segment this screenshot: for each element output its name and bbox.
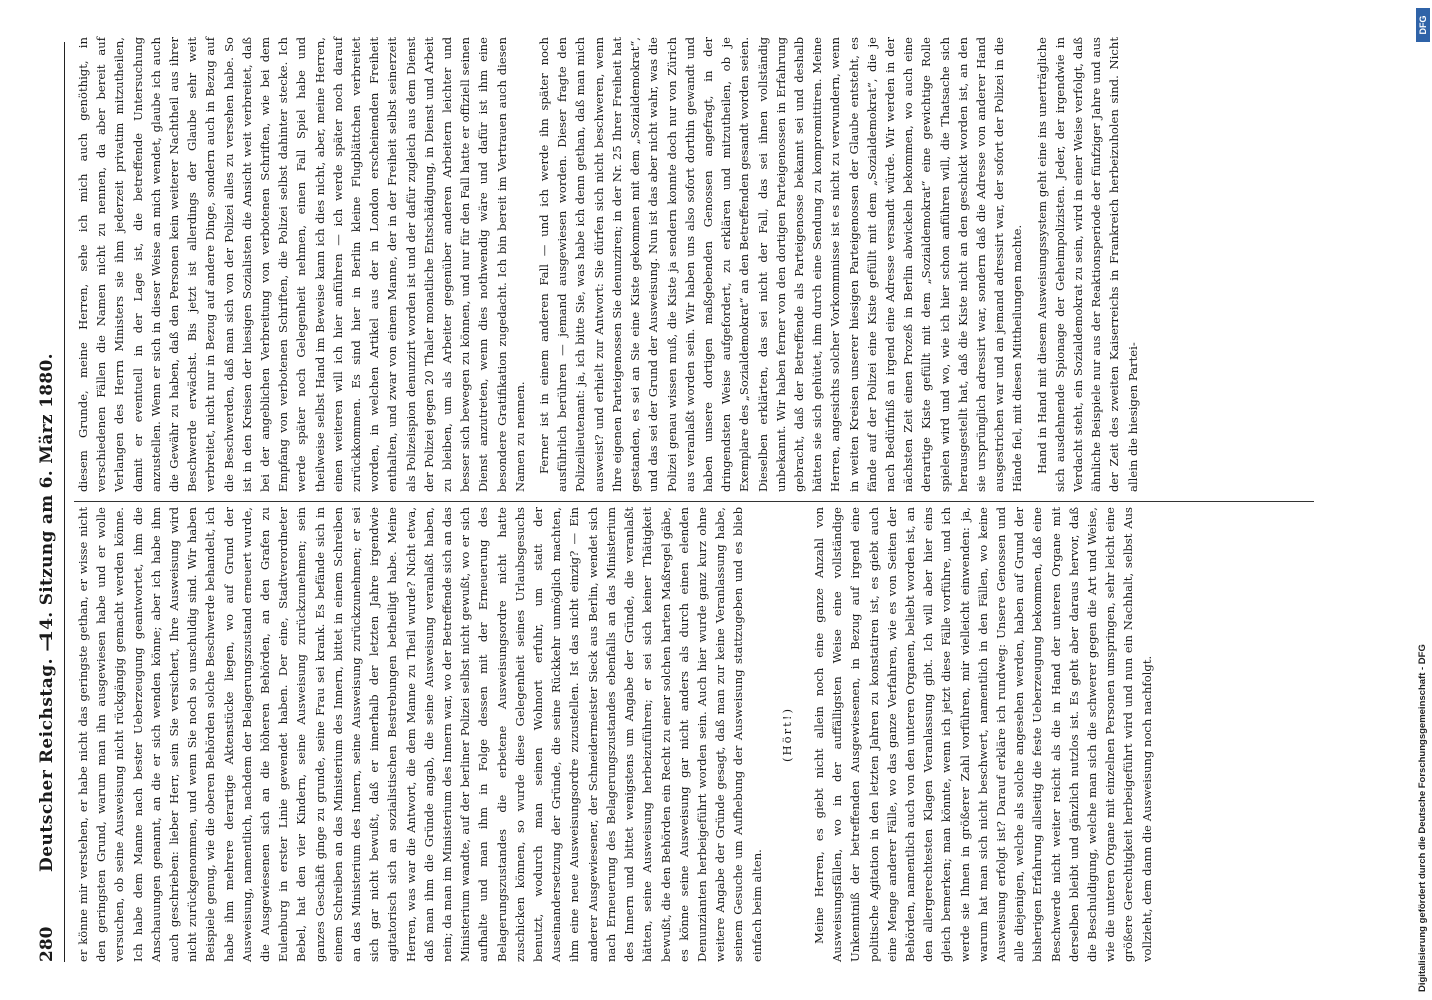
journal-title: Deutscher Reichstag. — (37, 633, 57, 872)
dfg-logo-text: DFG (1418, 15, 1428, 35)
page-header (30, 42, 65, 962)
interjection: (Hört!) (779, 707, 794, 762)
column-divider (74, 501, 1314, 502)
right-column (74, 37, 1324, 492)
side-credit (1416, 12, 1430, 992)
side-credit-text: Digitalisierung gefördert durch die Deutsche Forschungsgemeinschaft - DFG (1417, 644, 1428, 992)
right-paragraph-2: Ferner ist in einem anderen Fall — und ich werde ihn später noch ausführlich berühren — jemand ausgewiesen worden. Dieser fragte den Polizeilieutenant: ja, ich bitte Sie, was habe ich denn gethan, daß man mich ausweist? und erhielt zur Antwort: Sie dürfen sich nicht beschweren, wenn Ihre eigenen Parteigenossen Sie denunziren; in der Nr. 25 Ihrer Freiheit hat gestanden, es sei an Sie eine Kiste gekommen mit dem „Sozialdemokrat“, und das sei der Grund der Ausweisung. Nun ist das aber nicht wahr, was die Polizei genau wissen muß, die Kiste ja sendern konnte doch nur von Zürich aus veranlaßt worden sein. Wir haben uns also sofort dorthin gewandt und haben unsere dortigen maßgebenden Genossen angefragt, in der dringendsten Weise aufgefordert, zu erklären und mitzutheilen, ob je Exemplare des „Sozialdemokrat“ an den Betreffenden gesandt worden seien. Dieselben erklärten, das sei nicht der Fall, das sei ihnen vollständig unbekannt. Wir haben ferner von den dortigen Parteigenossen in Erfahrung gebracht, daß der Betreffende als Parteigenosse bekannt sei und deshalb hätten sie sich gehütet, ihm durch eine Sendung zu kompromittiren. Meine Herren, angesichts solcher Vorkommnisse ist es nicht zu verwundern, wenn in weiten Kreisen unserer hiesigen Parteigenossen der Glaube entsteht, es fände auf der Polizei eine Kiste gefüllt mit dem „Sozialdemokrat“, die je nach Bedürfniß an irgend eine Adresse versandt würde. Wir werden in der nächsten Zeit einen Prozeß in Berlin abwickeln bekommen, wo auch eine derartige Kiste gefüllt mit dem „Sozialdemokrat“ eine gewichtige Rolle spielen wird und wo, wie ich hier schon anführen will, die Thatsache sich herausgestellt hat, daß die Kiste nicht an den geschickt worden ist, an den sie ursprünglich adressirt war, sondern daß die Adresse von anderer Hand ausgestrichen war und an jemand adressirt war, der sofort der Polizei in die Hände fiel, mit diesen Mittheilungen machte. (537, 36, 1025, 492)
page-number: 280 (37, 926, 57, 962)
left-column (74, 507, 1324, 962)
session-date: 14. Sitzung am 6. März 1880. (37, 353, 57, 642)
right-paragraph-1: diesem Grunde, meine Herren, sehe ich mich auch genöthigt, in verschiedenen Fällen die Namen nicht zu nennen, da aber bereit auf Verlangen des Herrn Ministers sie ihm jederzeit privatim mitzutheilen, damit er eventuell in der Lage ist, die betreffende Untersuchung anzustellen. Wenn er sich in dieser Weise an mich wendet, glaube ich auch die Gewähr zu haben, daß den Personen kein weiterer Nachtheil aus ihrer Beschwerde erwächst. Bis jetzt ist allerdings der Glaube sehr weit verbreitet, nicht nur in Bezug auf andere Dinge, sondern auch in Bezug auf die Beschwerden, daß man sich von der Polizei alles zu versehen habe. So ist in den Kreisen der hiesigen Sozialisten die Ansicht weit verbreitet, daß bei der angeblichen Verbreitung von verbotenen Schriften, wie bei dem Empfang von verbotenen Schriften, die Polizei selbst dahinter stecke. Ich werde später noch Gelegenheit nehmen, einen Fall Spiel habe und theilweise selbst Hand im Beweise kann ich dies nicht, aber, meine Herren, einen weiteren will ich hier anführen — ich werde später noch darauf zurückkommen. Es sind hier in Berlin kleine Flugblättchen verbreitet worden, in welchen Artikel aus der in London erscheinenden Freiheit enthalten, und zwar von einem Manne, der in der Freiheit selbst seinerzeit als Polizeispion denunzirt worden ist und der dafür zugleich aus dem Dienst der Polizei gegen 20 Thaler monatliche Entschädigung, in Dienst und Arbeit zu bleiben, um als Arbeiter gegenüber anderen Arbeitern leichter und besser sich bewegen zu können, und nur für den Fall hatte er offiziell seinen Dienst anzutreten, wenn dies nothwendig wäre und dafür ist ihm eine besondere Gratifikation zugedacht. Ich bin bereit im Vertrauen auch diesen Namen zu nennen. (76, 37, 527, 492)
left-paragraph-1: er könne mir verstehen, er habe nicht das geringste gethan, er wisse nicht den geringsten Grund, warum man ihn ausgewiesen habe und er wolle versuchen, ob seine Ausweisung nicht rückgängig gemacht werden könne. Ich habe dem Manne nach bester Ueberzeugung geantwortet, ihm die Anschauungen genannt, an die er sich wenden könne; aber ich habe ihm auch geschrieben: lieber Herr, sein Sie versichert, Ihre Ausweisung wird nicht zurückgenommen, und wenn Sie noch so unschuldig sind. Wir haben Beispiele genug, wie die oberen Behörden solche Beschwerde behandelt, ich habe ihm mehrere derartige Aktenstücke liegen, wo auf Grund der Ausweisung, namentlich, nachdem der Belagerungszustand erneuert wurde, die Ausgewiesenen sich an die höheren Behörden, an den Grafen zu Eulenburg in erster Linie gewendet haben. Der eine, Stadtverordneter Bebel, hat den vier Kindern, seine Ausweisung zurückzunehmen; sein ganzes Geschäft ginge zu grunde, seine Frau sei krank. Es befände sich in einem Schreiben an das Ministerium des Innern, bittet in einem Schreiben an das Ministerium des Innern, seine Ausweisung zurückzunehmen; er sei sich gar nicht bewußt, daß er innerhalb der letzten Jahre irgendwie agitatorisch sich an sozialistischen Bestrebungen betheiligt habe. Meine Herren, was war die Antwort, die dem Manne zu Theil wurde? Nicht etwa, daß man ihm die Gründe angab, die seine Ausweisung veranlaßt haben, nein; da man im Ministerium des Innern war, wo der Betreffende sich an das Ministerium wandte, auf der berliner Polizei selbst nicht gewußt, wo er sich aufhalte und man ihm in Folge dessen mit der Erneuerung des Belagerungszustandes die erbetene Ausweisungsordre nicht hatte zuschicken können, so wurde diese Gelegenheit seines Urlaubsgesuchs benutzt, wodurch man seinen Wohnort erfuhr, um statt der Auseinandersetzung der Gründe, die seine Rückkehr unmöglich machten, ihm eine neue Ausweisungsordre zuzustellen. Ist das nicht einzig? — Ein anderer Ausgewiesener, der Schneidermeister Sieck aus Berlin, wendet sich nach Erneuerung des Belagerungszustandes ebenfalls an das Ministerium des Innern und bittet wenigstens um Angabe der Gründe, die veranlaßt hätten, seine Ausweisung herbeizuführen; er sei sich keiner Thätigkeit bewußt, die den Behörden ein Recht zu einer solchen harten Maßregel gäbe, es könne seine Ausweisung gar nicht anders als durch einen elenden Denunzianten herbeigeführt worden sein. Auch hier wurde ganz kurz ohne weitere Angabe der Gründe gesagt, daß man zur keine Veranlassung habe, seinem Gesuche um Aufhebung der Ausweisung stattzugeben und es blieb einfach beim alten. (76, 507, 764, 962)
left-paragraph-2: Meine Herren, es giebt nicht allein noch eine ganze Anzahl von Ausweisungsfällen, wo in der auffälligsten Weise eine vollständige Unkenntniß der betreffenden Ausgewiesenen, in Bezug auf irgend eine politische Agitation in den letzten Jahren zu konstatiren ist, es giebt auch eine Menge anderer Fälle, wo das ganze Verfahren, wie es von Seiten der Behörden, namentlich auch von den unteren Organen, beliebt worden ist, an den allergerechtesten Klagen Veranlassung gibt. Ich will aber hier eins gleich bemerken; man könnte, wenn ich jetzt diese Fälle vorführe, und ich werde sie Ihnen in größerer Zahl vorführen, mir vielleicht einwenden: ja, warum hat man sich nicht beschwert, namentlich in den Fällen, wo keine Ausweisung erfolgt ist? Darauf erkläre ich rundweg: Unsere Genossen und alle diejenigen, welche als solche angesehen werden, haben auf Grund der bisherigen Erfahrung allseitig die feste Ueberzeugung bekommen, daß eine Beschwerde nicht weiter reicht als die in Hand der unteren Organe mit derselben bleibt und gänzlich nutzlos ist. Es geht aber daraus hervor, daß die Beschuldigung, welche man sich die schwerer gegen die Art und Weise, wie die unteren Organe mit einzelnen Personen umspringen, sehr leicht eine größere Gerechtigkeit herbeigeführt wird und nun ein Nachhalt, selbst Aus vollzieht, dem dann die Ausweisung noch nachfolgt. (811, 507, 1154, 962)
right-paragraph-3: Hand in Hand mit diesem Ausweisungssystem geht eine ins unerträgliche sich ausdehnende Spionage der Geheimpolizisten. Jeder, der irgendwie in Verdacht steht, ein Sozialdemokrat zu sein, wird in einer Weise verfolgt, daß ähnliche Beispiele nur aus der Reaktionsperiode der fünfziger Jahre und aus der Zeit des zweiten Kaiserreichs in Frankreich herbeizuholen sind. Nicht allein die hiesigen Partei- (1034, 37, 1140, 492)
